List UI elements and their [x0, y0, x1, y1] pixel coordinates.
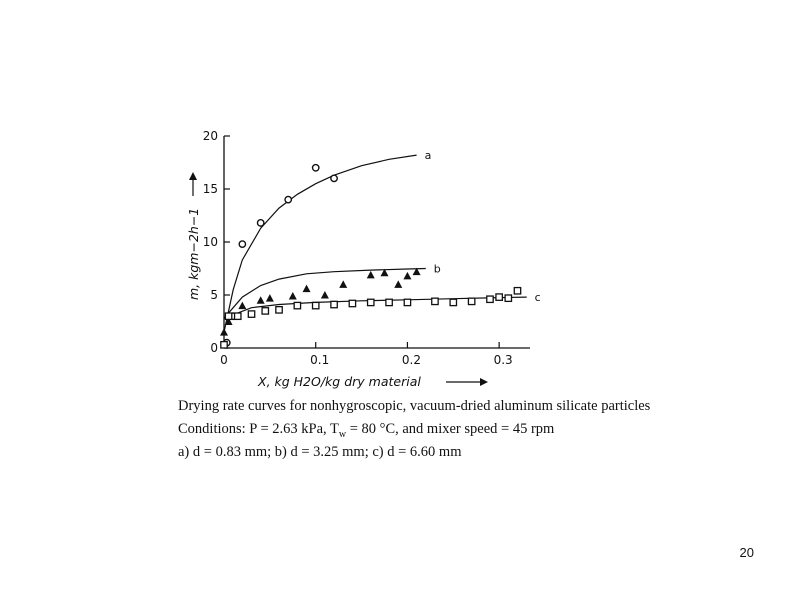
y-tick-label: 20 [202, 129, 218, 143]
point-c [505, 295, 511, 301]
point-c [496, 294, 502, 300]
point-c [313, 302, 319, 308]
point-c [331, 301, 337, 307]
point-c [225, 313, 231, 319]
point-c [349, 300, 355, 306]
point-c [468, 298, 474, 304]
point-a [331, 175, 337, 181]
x-arrow-head [480, 378, 488, 386]
x-tick-label: 0.2 [401, 353, 421, 367]
y-tick-label: 5 [210, 288, 218, 302]
caption-line-2 [178, 421, 554, 440]
point-c [487, 296, 493, 302]
point-a [313, 165, 319, 171]
point-c [404, 299, 410, 305]
point-b [266, 294, 274, 302]
caption-line-1: Drying rate curves for nonhygroscopic, vacuum-dried aluminum silicate particles [178, 398, 651, 414]
caption-line-3: a) d = 0.83 mm; b) d = 3.25 mm; c) d = 6.60 mm [178, 444, 462, 460]
point-b [303, 285, 311, 293]
y-arrow-head [189, 172, 197, 180]
point-b [339, 280, 347, 288]
series-label-a: a [424, 149, 432, 163]
chart-curves [224, 155, 527, 332]
point-b [394, 280, 402, 288]
point-b [321, 291, 329, 299]
point-c [248, 311, 254, 317]
point-c [450, 299, 456, 305]
y-tick-label: 15 [202, 182, 218, 196]
point-c [262, 308, 268, 314]
point-a [257, 220, 263, 226]
x-tick-label: 0.1 [310, 353, 330, 367]
point-c [276, 307, 282, 313]
point-b [289, 292, 297, 300]
y-axis-label: m, kgm−2h−1 [186, 207, 201, 300]
caption-line-2-start: Conditions: P = 2.63 kPa, T [178, 421, 339, 437]
y-tick-label: 0 [210, 341, 218, 355]
caption-line-2-end: = 80 °C, and mixer speed = 45 rpm [346, 421, 555, 437]
series-label-c: c [534, 291, 541, 305]
point-b [257, 296, 265, 304]
point-a [285, 196, 291, 202]
x-axis-label: X, kg H2O/kg dry material [258, 374, 421, 389]
chart-marks [220, 165, 521, 348]
point-c [386, 299, 392, 305]
point-c [221, 342, 227, 348]
point-c [432, 298, 438, 304]
point-b [238, 302, 246, 310]
x-tick-label: 0 [220, 353, 228, 367]
point-a [239, 241, 245, 247]
point-c [235, 313, 241, 319]
series-label-b: b [433, 262, 441, 276]
page-number: 20 [739, 545, 754, 560]
caption-line-2-sub: w [338, 428, 347, 440]
x-tick-label: 0.3 [493, 353, 513, 367]
point-c [368, 299, 374, 305]
point-c [294, 302, 300, 308]
point-b [367, 271, 375, 279]
point-b [403, 272, 411, 280]
point-c [514, 288, 520, 294]
y-tick-label: 10 [202, 235, 218, 249]
point-b [220, 328, 228, 336]
